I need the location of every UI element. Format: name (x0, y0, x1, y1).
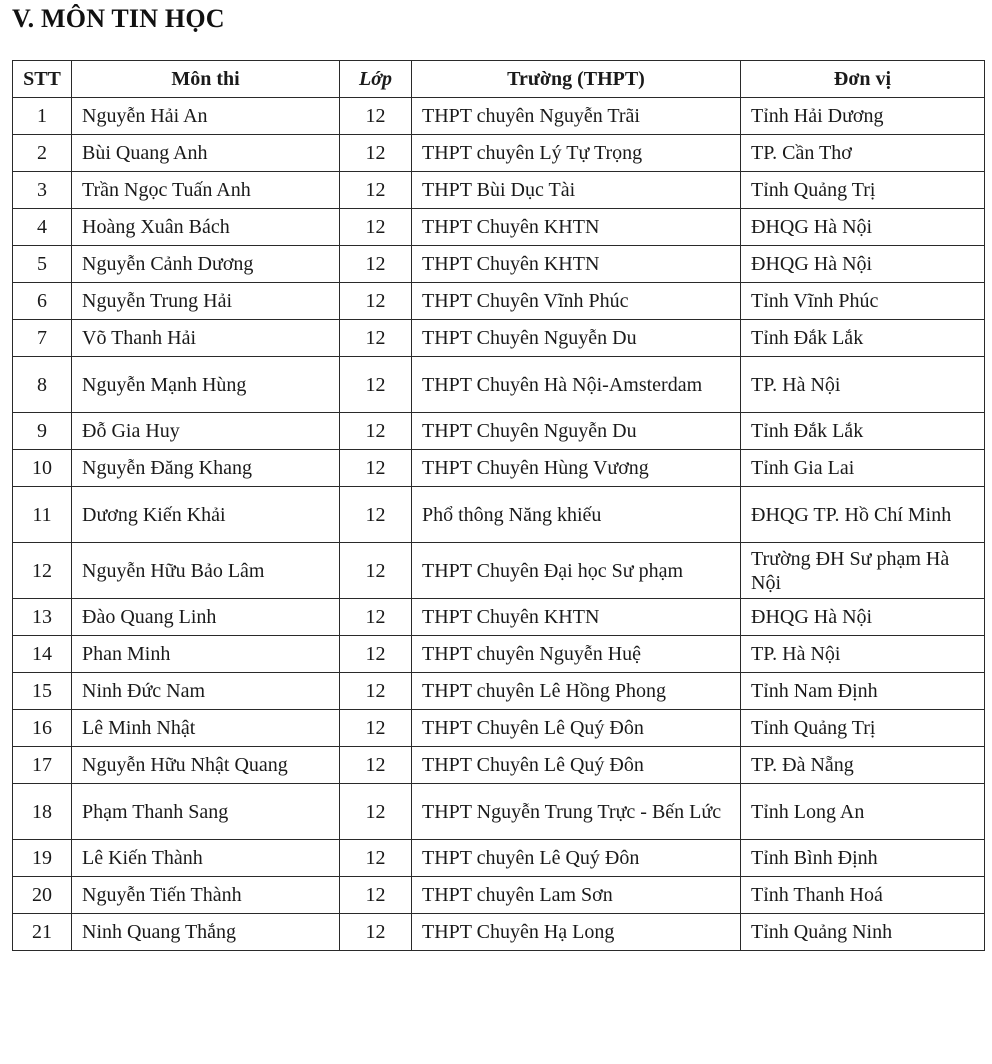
cell-name: Lê Kiến Thành (72, 840, 340, 877)
cell-stt: 7 (13, 320, 72, 357)
cell-grade: 12 (340, 599, 412, 636)
cell-name: Nguyễn Hải An (72, 98, 340, 135)
cell-name: Dương Kiến Khải (72, 487, 340, 543)
cell-school: THPT Chuyên Nguyễn Du (412, 413, 741, 450)
header-name: Môn thi (72, 61, 340, 98)
cell-name: Phạm Thanh Sang (72, 784, 340, 840)
cell-unit: Trường ĐH Sư phạm Hà Nội (741, 543, 985, 599)
section-title: V. MÔN TIN HỌC (12, 4, 225, 33)
cell-grade: 12 (340, 543, 412, 599)
cell-school: THPT Chuyên KHTN (412, 209, 741, 246)
header-grade: Lớp (340, 61, 412, 98)
table-body (13, 98, 985, 951)
table-row (13, 209, 985, 246)
cell-school: THPT chuyên Lê Quý Đôn (412, 840, 741, 877)
cell-name: Nguyễn Mạnh Hùng (72, 357, 340, 413)
cell-unit: Tỉnh Quảng Trị (741, 172, 985, 209)
cell-unit: TP. Hà Nội (741, 357, 985, 413)
table-row (13, 914, 985, 951)
cell-grade: 12 (340, 673, 412, 710)
cell-stt: 10 (13, 450, 72, 487)
cell-unit: ĐHQG Hà Nội (741, 246, 985, 283)
cell-school: THPT Chuyên Hùng Vương (412, 450, 741, 487)
cell-name: Hoàng Xuân Bách (72, 209, 340, 246)
table-row (13, 710, 985, 747)
cell-unit: Tỉnh Nam Định (741, 673, 985, 710)
cell-grade: 12 (340, 320, 412, 357)
cell-unit: ĐHQG TP. Hồ Chí Minh (741, 487, 985, 543)
cell-grade: 12 (340, 135, 412, 172)
cell-grade: 12 (340, 357, 412, 413)
cell-stt: 14 (13, 636, 72, 673)
table-row (13, 487, 985, 543)
cell-school: THPT Chuyên Nguyễn Du (412, 320, 741, 357)
table-row (13, 840, 985, 877)
table-row (13, 246, 985, 283)
cell-stt: 1 (13, 98, 72, 135)
table-row (13, 673, 985, 710)
cell-school: THPT Nguyễn Trung Trực - Bến Lức (412, 784, 741, 840)
cell-grade: 12 (340, 914, 412, 951)
cell-unit: Tỉnh Đắk Lắk (741, 413, 985, 450)
cell-grade: 12 (340, 877, 412, 914)
cell-unit: Tỉnh Long An (741, 784, 985, 840)
table-row (13, 543, 985, 599)
cell-unit: Tỉnh Thanh Hoá (741, 877, 985, 914)
cell-name: Nguyễn Cảnh Dương (72, 246, 340, 283)
cell-school: THPT Chuyên Hà Nội-Amsterdam (412, 357, 741, 413)
cell-stt: 4 (13, 209, 72, 246)
cell-stt: 21 (13, 914, 72, 951)
table-header-row (13, 61, 985, 98)
cell-school: THPT chuyên Nguyễn Trãi (412, 98, 741, 135)
header-school: Trường (THPT) (412, 61, 741, 98)
header-stt: STT (13, 61, 72, 98)
cell-school: THPT Chuyên Lê Quý Đôn (412, 747, 741, 784)
cell-stt: 20 (13, 877, 72, 914)
table-row (13, 283, 985, 320)
cell-name: Võ Thanh Hải (72, 320, 340, 357)
cell-stt: 15 (13, 673, 72, 710)
cell-unit: Tỉnh Vĩnh Phúc (741, 283, 985, 320)
cell-school: THPT Chuyên Lê Quý Đôn (412, 710, 741, 747)
table-row (13, 320, 985, 357)
cell-stt: 3 (13, 172, 72, 209)
cell-stt: 17 (13, 747, 72, 784)
cell-stt: 12 (13, 543, 72, 599)
table-row (13, 413, 985, 450)
cell-unit: TP. Cần Thơ (741, 135, 985, 172)
cell-unit: TP. Hà Nội (741, 636, 985, 673)
cell-school: THPT chuyên Lam Sơn (412, 877, 741, 914)
cell-grade: 12 (340, 487, 412, 543)
cell-stt: 5 (13, 246, 72, 283)
cell-school: THPT Chuyên KHTN (412, 599, 741, 636)
cell-name: Nguyễn Đăng Khang (72, 450, 340, 487)
header-unit: Đơn vị (741, 61, 985, 98)
cell-unit: Tỉnh Gia Lai (741, 450, 985, 487)
cell-stt: 8 (13, 357, 72, 413)
cell-stt: 18 (13, 784, 72, 840)
cell-grade: 12 (340, 172, 412, 209)
cell-school: THPT Chuyên KHTN (412, 246, 741, 283)
cell-stt: 13 (13, 599, 72, 636)
cell-school: THPT Chuyên Vĩnh Phúc (412, 283, 741, 320)
cell-school: THPT chuyên Lý Tự Trọng (412, 135, 741, 172)
table-row (13, 784, 985, 840)
cell-unit: Tỉnh Đắk Lắk (741, 320, 985, 357)
cell-stt: 9 (13, 413, 72, 450)
cell-grade: 12 (340, 710, 412, 747)
table-row (13, 599, 985, 636)
cell-grade: 12 (340, 98, 412, 135)
results-table (12, 60, 985, 951)
cell-grade: 12 (340, 747, 412, 784)
cell-stt: 19 (13, 840, 72, 877)
cell-grade: 12 (340, 636, 412, 673)
cell-name: Ninh Quang Thắng (72, 914, 340, 951)
cell-school: THPT Bùi Dục Tài (412, 172, 741, 209)
cell-name: Phan Minh (72, 636, 340, 673)
cell-name: Ninh Đức Nam (72, 673, 340, 710)
cell-grade: 12 (340, 840, 412, 877)
cell-unit: ĐHQG Hà Nội (741, 209, 985, 246)
cell-name: Lê Minh Nhật (72, 710, 340, 747)
cell-unit: TP. Đà Nẵng (741, 747, 985, 784)
cell-grade: 12 (340, 413, 412, 450)
table-row (13, 636, 985, 673)
cell-stt: 16 (13, 710, 72, 747)
table-row (13, 135, 985, 172)
cell-name: Đỗ Gia Huy (72, 413, 340, 450)
cell-name: Trần Ngọc Tuấn Anh (72, 172, 340, 209)
cell-grade: 12 (340, 450, 412, 487)
cell-name: Nguyễn Trung Hải (72, 283, 340, 320)
cell-school: THPT Chuyên Đại học Sư phạm (412, 543, 741, 599)
table-row (13, 172, 985, 209)
cell-unit: Tỉnh Bình Định (741, 840, 985, 877)
table-row (13, 877, 985, 914)
cell-name: Bùi Quang Anh (72, 135, 340, 172)
cell-unit: Tỉnh Hải Dương (741, 98, 985, 135)
cell-name: Nguyễn Tiến Thành (72, 877, 340, 914)
cell-grade: 12 (340, 784, 412, 840)
table-row (13, 98, 985, 135)
table-row (13, 357, 985, 413)
cell-name: Nguyễn Hữu Nhật Quang (72, 747, 340, 784)
cell-grade: 12 (340, 246, 412, 283)
cell-name: Đào Quang Linh (72, 599, 340, 636)
cell-grade: 12 (340, 283, 412, 320)
cell-school: THPT chuyên Lê Hồng Phong (412, 673, 741, 710)
table-row (13, 747, 985, 784)
cell-stt: 11 (13, 487, 72, 543)
table-row (13, 450, 985, 487)
cell-stt: 6 (13, 283, 72, 320)
cell-school: Phổ thông Năng khiếu (412, 487, 741, 543)
cell-school: THPT chuyên Nguyễn Huệ (412, 636, 741, 673)
cell-grade: 12 (340, 209, 412, 246)
cell-stt: 2 (13, 135, 72, 172)
cell-school: THPT Chuyên Hạ Long (412, 914, 741, 951)
cell-unit: ĐHQG Hà Nội (741, 599, 985, 636)
cell-unit: Tỉnh Quảng Trị (741, 710, 985, 747)
cell-unit: Tỉnh Quảng Ninh (741, 914, 985, 951)
cell-name: Nguyễn Hữu Bảo Lâm (72, 543, 340, 599)
